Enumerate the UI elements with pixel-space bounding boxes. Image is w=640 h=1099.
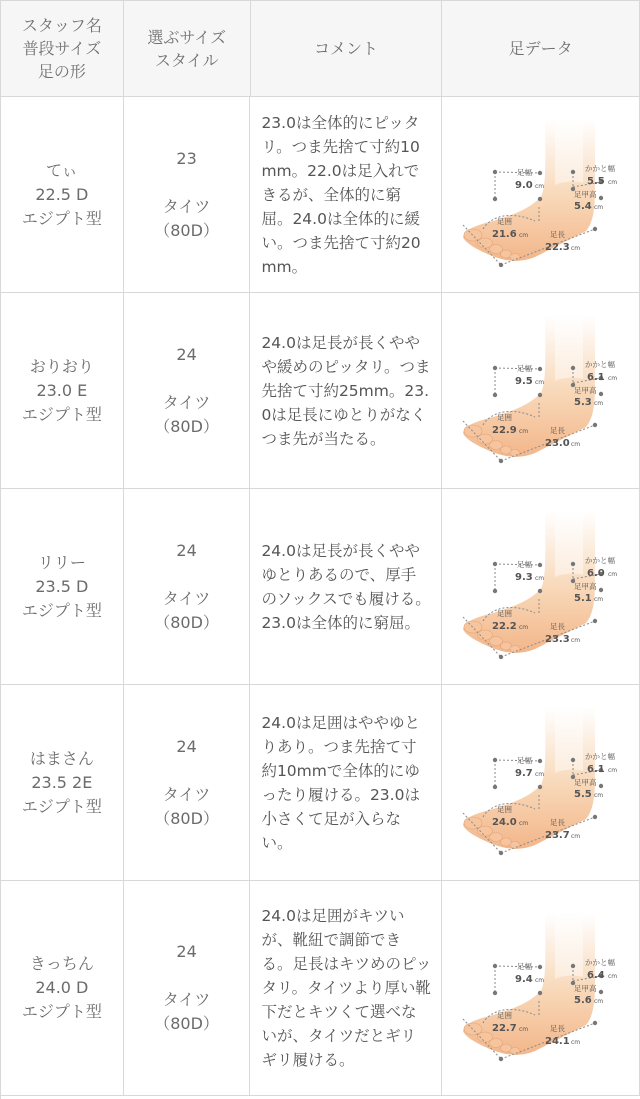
table-row xyxy=(1,293,640,489)
foot-data-cell xyxy=(442,97,640,292)
foot-girth-value: 22.7 xyxy=(491,1022,517,1034)
heel-width-value: 6.0 xyxy=(586,568,605,579)
instep-height-unit: cm xyxy=(593,400,603,407)
table-row xyxy=(1,97,640,293)
foot-width-unit: cm xyxy=(534,183,544,190)
denier-text: （80D） xyxy=(154,220,219,240)
instep-height-value: 5.6 xyxy=(573,994,592,1006)
foot-width-unit: cm xyxy=(534,575,544,582)
instep-height-annotation xyxy=(574,385,603,408)
instep-height-label: 足甲高 xyxy=(573,386,597,395)
foot-length-unit: cm xyxy=(570,441,580,448)
foot-data-cell xyxy=(442,489,640,684)
foot-width-annotation xyxy=(515,559,544,583)
heel-width-label: かかと幅 xyxy=(584,164,615,173)
heel-width-unit: cm xyxy=(607,972,617,980)
instep-height-label: 足甲高 xyxy=(573,582,597,591)
style-text: タイツ xyxy=(162,784,211,804)
staff-cell xyxy=(1,685,124,880)
foot-width-label: 足幅 xyxy=(516,560,532,569)
table-header-row xyxy=(1,1,640,97)
comment-text: 24.0は足囲がキツいが、靴紐で調節できる。足長はキツめのピッタリ。タイツより厚い靴下だとキツくて選べないが、タイツだとギリギリ履ける。 xyxy=(261,907,432,1069)
heel-width-label: かかと幅 xyxy=(584,752,615,761)
usual-size: 23.0 E xyxy=(36,380,88,400)
foot-width-annotation xyxy=(515,961,544,985)
comment-text: 24.0は足囲はややゆとりあり。つま先捨て寸約10mmで全体的にゆったり履ける。23.0は小さくて足が入らない。 xyxy=(261,713,420,852)
foot-length-label: 足長 xyxy=(549,622,565,631)
foot-diagram xyxy=(443,489,639,684)
style-text: タイツ xyxy=(162,588,211,608)
foot-width-value: 9.4 xyxy=(514,973,533,985)
foot-length-value: 23.0 xyxy=(544,438,570,449)
foot-length-value: 23.7 xyxy=(544,830,570,841)
heel-width-value: 6.4 xyxy=(586,969,605,981)
foot-girth-label: 足囲 xyxy=(496,217,512,226)
size-cell xyxy=(124,489,251,684)
foot-width-value: 9.5 xyxy=(514,376,533,387)
heel-width-unit: cm xyxy=(607,767,617,774)
staff-name: きっちん xyxy=(29,954,94,973)
instep-height-unit: cm xyxy=(593,596,603,603)
header-comment: コメント xyxy=(251,1,443,96)
foot-shape: エジプト型 xyxy=(21,404,102,424)
usual-size: 22.5 D xyxy=(35,184,89,204)
foot-length-label: 足長 xyxy=(549,1023,565,1033)
foot-girth-value: 22.9 xyxy=(491,425,517,436)
instep-height-label: 足甲高 xyxy=(573,190,597,199)
chosen-size: 24 xyxy=(176,942,197,961)
instep-height-label: 足甲高 xyxy=(573,778,597,787)
foot-width-annotation xyxy=(515,363,544,387)
comment-text: 23.0は全体的にピッタリ。つま先捨て寸約10mm。22.0は足入れできるが、全体的に窮屈。24.0は全体的に緩い。つま先捨て寸約20mm。 xyxy=(261,113,421,276)
heel-width-unit: cm xyxy=(607,571,617,578)
instep-height-unit: cm xyxy=(593,997,603,1005)
foot-width-value: 9.7 xyxy=(514,768,533,779)
heel-width-label: かかと幅 xyxy=(584,556,615,565)
foot-width-unit: cm xyxy=(534,771,544,778)
foot-width-unit: cm xyxy=(534,379,544,386)
comment-text: 24.0は足長が長くややゆとりあるので、厚手のソックスでも履ける。23.0は全体的に窮屈。 xyxy=(261,541,431,632)
staff-name: おりおり xyxy=(29,356,94,376)
foot-diagram xyxy=(443,97,639,292)
foot-girth-unit: cm xyxy=(518,232,528,239)
foot-width-label: 足幅 xyxy=(516,961,532,971)
foot-width-annotation xyxy=(515,167,544,191)
heel-width-unit: cm xyxy=(607,179,617,186)
instep-height-annotation xyxy=(574,983,603,1006)
foot-width-unit: cm xyxy=(534,976,544,984)
foot-diagram xyxy=(443,293,639,488)
foot-shape: エジプト型 xyxy=(21,600,102,620)
foot-width-label: 足幅 xyxy=(516,168,532,177)
heel-width-value: 5.5 xyxy=(586,176,605,187)
chosen-size: 24 xyxy=(176,736,197,756)
staff-name: てぃ xyxy=(46,160,78,180)
comment-cell xyxy=(250,881,442,1095)
denier-text: （80D） xyxy=(154,1014,219,1033)
header-staff: スタッフ名 普段サイズ 足の形 xyxy=(1,1,124,96)
instep-height-annotation xyxy=(574,777,603,800)
size-cell xyxy=(124,881,251,1095)
foot-length-value: 23.3 xyxy=(544,634,570,645)
foot-shape: エジプト型 xyxy=(21,208,102,228)
staff-cell xyxy=(1,881,124,1095)
foot-girth-unit: cm xyxy=(518,428,528,435)
denier-text: （80D） xyxy=(154,416,219,436)
foot-girth-label: 足囲 xyxy=(496,609,512,618)
style-text: タイツ xyxy=(162,392,211,412)
style-text: タイツ xyxy=(162,196,211,216)
instep-height-value: 5.4 xyxy=(573,201,592,212)
comment-text: 24.0は足長が長くややや緩めのピッタリ。つま先捨て寸約25mm。23.0は足長にゆとりがなくつま先が当たる。 xyxy=(261,333,431,448)
staff-cell xyxy=(1,293,124,488)
foot-length-label: 足長 xyxy=(549,818,565,827)
heel-width-label: かかと幅 xyxy=(584,957,615,967)
foot-width-value: 9.0 xyxy=(514,180,533,191)
foot-girth-unit: cm xyxy=(518,1025,528,1033)
foot-diagram xyxy=(443,891,639,1086)
staff-name: リリー xyxy=(37,552,86,572)
foot-length-unit: cm xyxy=(570,245,580,252)
table-row xyxy=(1,685,640,881)
denier-text: （80D） xyxy=(154,808,219,828)
chosen-size: 23 xyxy=(176,148,197,168)
denier-text: （80D） xyxy=(154,612,219,632)
comment-cell xyxy=(250,97,442,292)
instep-height-unit: cm xyxy=(593,792,603,799)
foot-shape: エジプト型 xyxy=(21,1002,102,1021)
heel-width-unit: cm xyxy=(607,375,617,382)
comment-cell xyxy=(250,293,442,488)
foot-length-unit: cm xyxy=(570,637,580,644)
instep-height-value: 5.1 xyxy=(573,593,592,604)
header-size: 選ぶサイズ スタイル xyxy=(124,1,251,96)
size-cell xyxy=(124,97,251,292)
foot-girth-label: 足囲 xyxy=(496,805,512,814)
staff-name: はまさん xyxy=(29,748,94,768)
staff-cell xyxy=(1,97,124,292)
header-foot-data: 足データ xyxy=(442,1,640,96)
chosen-size: 24 xyxy=(176,540,197,560)
foot-girth-value: 22.2 xyxy=(491,621,517,632)
foot-length-unit: cm xyxy=(570,1038,580,1046)
foot-length-value: 24.1 xyxy=(544,1035,570,1047)
foot-length-label: 足長 xyxy=(549,426,565,435)
heel-width-label: かかと幅 xyxy=(584,360,615,369)
heel-width-value: 6.1 xyxy=(586,372,605,383)
heel-width-value: 6.1 xyxy=(586,764,605,775)
foot-data-cell xyxy=(442,881,640,1095)
staff-cell xyxy=(1,489,124,684)
foot-width-label: 足幅 xyxy=(516,756,532,765)
foot-data-cell xyxy=(442,685,640,880)
foot-diagram xyxy=(443,685,639,880)
comment-cell xyxy=(250,685,442,880)
foot-width-annotation xyxy=(515,755,544,779)
size-cell xyxy=(124,685,251,880)
foot-girth-label: 足囲 xyxy=(496,1010,512,1020)
style-text: タイツ xyxy=(162,990,211,1009)
foot-length-label: 足長 xyxy=(549,230,565,239)
instep-height-value: 5.5 xyxy=(573,789,592,800)
instep-height-label: 足甲高 xyxy=(573,983,597,993)
instep-height-unit: cm xyxy=(593,204,603,211)
foot-girth-unit: cm xyxy=(518,624,528,631)
foot-data-cell xyxy=(442,293,640,488)
foot-width-value: 9.3 xyxy=(514,572,533,583)
usual-size: 23.5 2E xyxy=(31,772,93,792)
size-cell xyxy=(124,293,251,488)
usual-size: 23.5 D xyxy=(35,576,89,596)
foot-shape: エジプト型 xyxy=(21,796,102,816)
table-body xyxy=(1,97,640,1096)
instep-height-annotation xyxy=(574,189,603,212)
instep-height-value: 5.3 xyxy=(573,397,592,408)
comment-cell xyxy=(250,489,442,684)
foot-length-value: 22.3 xyxy=(544,242,570,253)
usual-size: 24.0 D xyxy=(35,978,89,997)
foot-girth-label: 足囲 xyxy=(496,413,512,422)
foot-girth-unit: cm xyxy=(518,820,528,827)
table-row xyxy=(1,489,640,685)
instep-height-annotation xyxy=(574,581,603,604)
table-row xyxy=(1,881,640,1096)
foot-width-label: 足幅 xyxy=(516,364,532,373)
foot-length-unit: cm xyxy=(570,833,580,840)
foot-girth-value: 24.0 xyxy=(491,817,517,828)
chosen-size: 24 xyxy=(176,344,197,364)
foot-girth-value: 21.6 xyxy=(491,229,517,240)
